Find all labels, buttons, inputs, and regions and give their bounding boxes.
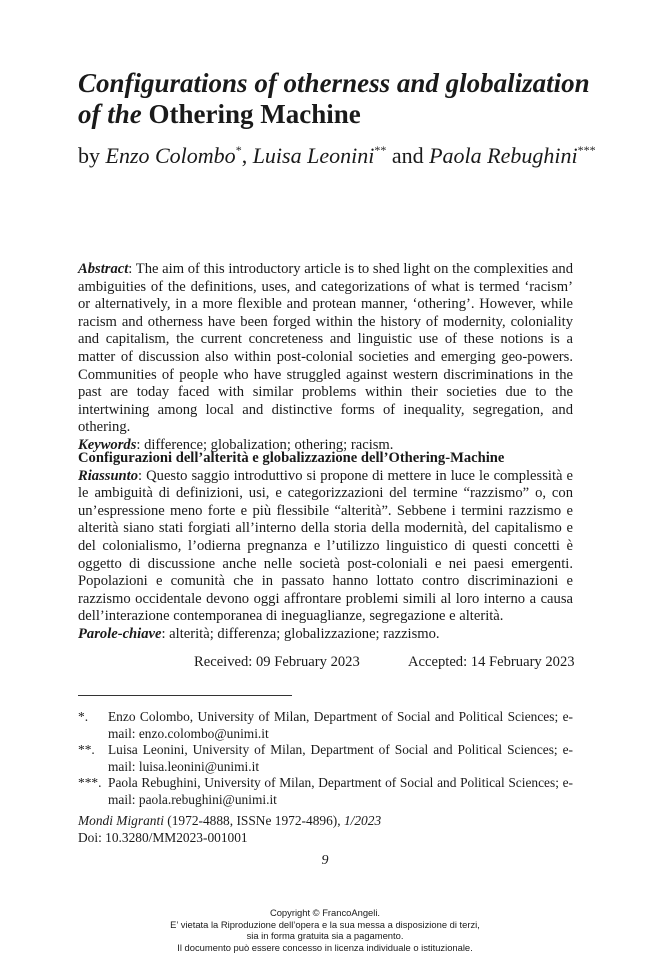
- italian-abstract: [78, 450, 573, 644]
- author-2: Luisa Leonini: [252, 143, 375, 168]
- journal-line: [78, 813, 381, 830]
- footnote-text: Paola Rebughini, University of Milan, Department of Social and Political Sciences; e-mail: paola.rebughini@unimi.it: [108, 775, 573, 807]
- journal-name: Mondi Migranti: [78, 813, 164, 828]
- footnote-3: [78, 775, 573, 808]
- keywords-label: Keywords: [78, 436, 137, 453]
- and-label: and: [391, 143, 424, 168]
- keywords-text: : difference; globalization; othering; racism.: [136, 436, 394, 453]
- article-title: [78, 68, 598, 130]
- parole-chiave-line: [78, 626, 573, 644]
- journal-issue: 1/2023: [343, 813, 382, 828]
- footnote-text: Enzo Colombo, University of Milan, Department of Social and Political Sciences; e-mail: enzo.colombo@unimi.it: [108, 709, 573, 741]
- footnotes: [78, 709, 573, 809]
- footnote-1: [78, 709, 573, 742]
- copyright-line-2: E’ vietata la Riproduzione dell’opera e la sua messa a disposizione di terzi,: [170, 918, 480, 930]
- copyright-notice: [100, 907, 550, 953]
- copyright-line-1: Copyright © FrancoAngeli.: [269, 907, 381, 918]
- author-1: Enzo Colombo: [105, 143, 236, 168]
- page-number: 9: [321, 853, 329, 868]
- italian-title: Configurazioni dell’alterità e globalizzazione dell’Othering-Machine: [78, 450, 505, 466]
- journal-issn: (1972-4888, ISSNe 1972-4896),: [163, 813, 344, 828]
- title-part-1: Configurations of otherness and globalization: [78, 68, 590, 98]
- author-3: Paola Rebughini: [429, 143, 578, 168]
- footnote-2: [78, 742, 573, 775]
- accepted-date: Accepted: 14 February 2023: [408, 654, 575, 670]
- riassunto-label: Riassunto: [78, 467, 139, 484]
- footnote-mark: **.: [78, 742, 95, 758]
- riassunto-paragraph: [78, 468, 573, 626]
- english-abstract: [78, 261, 573, 455]
- parole-chiave-text: : alterità; differenza; globalizzazione; razzismo.: [161, 625, 440, 642]
- abstract-label: Abstract: [78, 261, 129, 277]
- footnote-text: Luisa Leonini, University of Milan, Department of Social and Political Sciences; e-mail: luisa.leonini@unimi.it: [108, 742, 573, 774]
- author-line: [78, 142, 618, 170]
- received-date: Received: 09 February 2023: [194, 654, 360, 670]
- title-part-2: of the: [78, 99, 142, 129]
- copyright-line-3: sia in forma gratuita sia a pagamento.: [246, 930, 404, 942]
- author-3-footnote-mark: ***: [577, 143, 596, 157]
- journal-citation: [78, 813, 381, 846]
- abstract-paragraph: [78, 261, 573, 437]
- footnote-mark: ***.: [78, 775, 102, 791]
- copyright-line-4: Il documento può essere concesso in licenza individuale o istituzionale.: [177, 941, 473, 953]
- parole-chiave-label: Parole-chiave: [78, 625, 162, 642]
- author-2-footnote-mark: **: [374, 143, 387, 157]
- by-label: by: [78, 143, 100, 168]
- footnote-mark: *.: [78, 709, 89, 724]
- title-part-3: Othering Machine: [148, 99, 361, 129]
- author-separator: ,: [241, 143, 248, 168]
- riassunto-text: : Questo saggio introduttivo si propone di mettere in luce le complessità e le ambiguità di definizioni, usi, e categorizzazioni del termine “razzismo” o, con un’espressione meno forte e più flessibile “alterità”. Sebbene i termini razzismo e alterità siano stati forgiati all’interno della storia della modernità, del capitalismo e del colonialismo, l’odierna pregnanza e l’utilizzo linguistico di questi concetti è oggetto di discussione anche nelle società post-coloniali e nei paesi emergenti. Popolazioni e comunità che in passato hanno lottato contro discriminazioni e razzismo occidentale devono oggi affrontare problemi simili al loro interno a causa dell’interazione contemporanea di ineguaglianze, segregazione e alterità.: [78, 467, 573, 625]
- abstract-text: : The aim of this introductory article is to shed light on the complexities and ambiguities of the definitions, uses, and categorizations of what is termed ‘racism’ or alternatively, in a more flexible and protean manner, ‘othering’. However, while racism and otherness have been forged within the history of modernity, coloniality and capitalism, the current concreteness and linguistic use of these notions is a matter of discussion also within post-colonial societies and emerging geo-powers. Communities of people who have struggled against western discriminations in the past are today faced with similar problems within their societies due to the intertwining among local and distinctive forms of inequality, segregation, and othering.: [78, 261, 573, 436]
- author-1-footnote-mark: *: [235, 143, 242, 157]
- journal-doi: Doi: 10.3280/MM2023-001001: [78, 829, 248, 845]
- footnote-divider: [78, 695, 292, 696]
